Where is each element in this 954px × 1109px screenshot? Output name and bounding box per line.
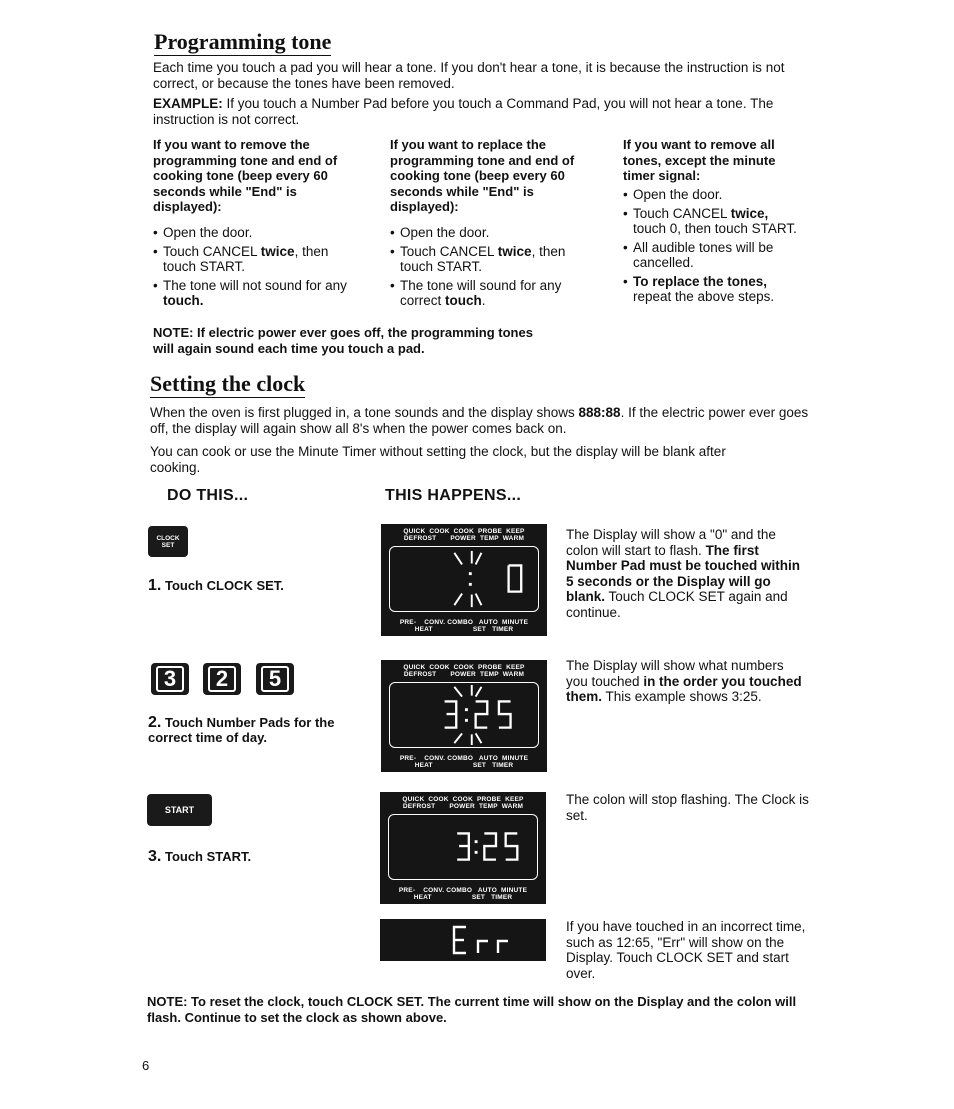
list-item: • Touch CANCEL twice, touch 0, then touch START.: [623, 206, 803, 236]
display-digits: [390, 683, 538, 747]
list-item: • Open the door.: [390, 225, 590, 240]
oven-display-panel: [381, 524, 547, 636]
step-3-label: 3. Touch START.: [148, 848, 252, 865]
step-1-label: 1. Touch CLOCK SET.: [148, 577, 284, 594]
display-digits: [390, 547, 538, 611]
step-2-label: 2. Touch Number Pads for the correct time of day.: [148, 714, 335, 745]
list-item: • The tone will not sound for any touch.: [153, 278, 353, 308]
list-item: • Touch CANCEL twice, then touch START.: [153, 244, 353, 274]
digit-2: [484, 833, 496, 859]
page-number: 6: [142, 1058, 150, 1073]
list-item: • To replace the tones, repeat the above steps.: [623, 274, 803, 304]
list-item: • All audible tones will be cancelled.: [623, 240, 803, 270]
err-description: If you have touched in an incorrect time, such as 12:65, "Err" will show on the Display. Touch CLOCK SET and start over.: [566, 919, 806, 981]
digit-5: [506, 833, 518, 859]
display-digits: [389, 815, 537, 879]
clock-note: NOTE: To reset the clock, touch CLOCK SET. The current time will show on the Display and the colon will flash. Continue to set the clock as shown above.: [147, 994, 797, 1025]
digit-5: [499, 701, 511, 727]
panel-bottom-labels: PRE- CONV. COMBO AUTO MINUTE HEAT SET TIMER: [398, 887, 528, 901]
panel-top-labels: QUICK COOK COOK PROBE KEEP DEFROST POWER TEMP WARM: [402, 796, 524, 810]
step-3-description: The colon will stop flashing. The Clock is set.: [566, 792, 809, 823]
column-heading: If you want to replace the programming tone and end of cooking tone (beep every 60 seconds while "End" is displayed):: [390, 137, 575, 214]
number-pad-3[interactable]: 3: [151, 663, 189, 695]
column-heading: If you want to remove the programming tone and end of cooking tone (beep every 60 seconds while "End" is displayed):: [153, 137, 338, 214]
err-display-panel: [380, 919, 546, 961]
panel-bottom-labels: PRE- CONV. COMBO AUTO MINUTE HEAT SET TIMER: [399, 619, 529, 633]
column-heading: If you want to remove all tones, except the minute timer signal:: [623, 137, 776, 183]
clock-para-2: You can cook or use the Minute Timer without setting the clock, but the display will be blank after cooking.: [150, 444, 726, 475]
number-pad-2[interactable]: 2: [203, 663, 241, 695]
column-steps: [623, 187, 803, 304]
start-pad[interactable]: START: [147, 794, 212, 826]
panel-top-labels: QUICK COOK COOK PROBE KEEP DEFROST POWER TEMP WARM: [403, 528, 525, 542]
example-text: If you touch a Number Pad before you touch a Command Pad, you will not hear a tone. The instruction is not correct.: [153, 96, 774, 127]
do-this-heading: DO THIS...: [167, 487, 249, 504]
display-screen: [388, 814, 538, 880]
digit-2: [476, 701, 488, 727]
oven-display-panel: [381, 660, 547, 772]
step-2-description: The Display will show what numbers you touched in the order you touched them. This example shows 3:25.: [566, 658, 802, 704]
digit-r: [478, 941, 488, 953]
column-steps: [153, 225, 353, 308]
tone-column-remove: [153, 137, 353, 312]
list-item: • Open the door.: [623, 187, 803, 202]
oven-display-panel: [380, 792, 546, 904]
column-steps: [390, 225, 590, 308]
this-happens-heading: THIS HAPPENS...: [385, 487, 522, 504]
programming-note: NOTE: If electric power ever goes off, the programming tones will again sound each time you touch a pad.: [153, 325, 533, 356]
clock-set-pad[interactable]: CLOCK SET: [148, 526, 188, 557]
display-screen: [389, 546, 539, 612]
tone-column-remove-all: [623, 137, 803, 308]
list-item: • Touch CANCEL twice, then touch START.: [390, 244, 590, 274]
err-digits: [380, 919, 546, 961]
list-item: • Open the door.: [153, 225, 353, 240]
step-1-description: The Display will show a "0" and the colon will start to flash. The first Number Pad must be touched within 5 seconds or the Display will go blank. Touch CLOCK SET again and continue.: [566, 527, 801, 620]
programming-intro: Each time you touch a pad you will hear a tone. If you don't hear a tone, it is because the instruction is not correct, or because the tones have been removed.: [153, 60, 785, 91]
digit-r: [498, 941, 508, 953]
programming-example: [153, 96, 803, 127]
digit-0: [509, 565, 522, 591]
programming-tone-heading: Programming tone: [154, 29, 332, 54]
list-item: • The tone will sound for any correct touch.: [390, 278, 590, 308]
display-screen: [389, 682, 539, 748]
number-pad-5[interactable]: 5: [256, 663, 294, 695]
panel-top-labels: QUICK COOK COOK PROBE KEEP DEFROST POWER TEMP WARM: [403, 664, 525, 678]
example-label: EXAMPLE:: [153, 96, 223, 111]
setting-clock-heading: Setting the clock: [150, 371, 306, 396]
panel-bottom-labels: PRE- CONV. COMBO AUTO MINUTE HEAT SET TIMER: [399, 755, 529, 769]
tone-column-replace: [390, 137, 590, 312]
clock-para-1: When the oven is first plugged in, a tone sounds and the display shows 888:88. If the electric power ever goes off, the display will again show all 8's when the power comes back on.: [150, 405, 809, 436]
